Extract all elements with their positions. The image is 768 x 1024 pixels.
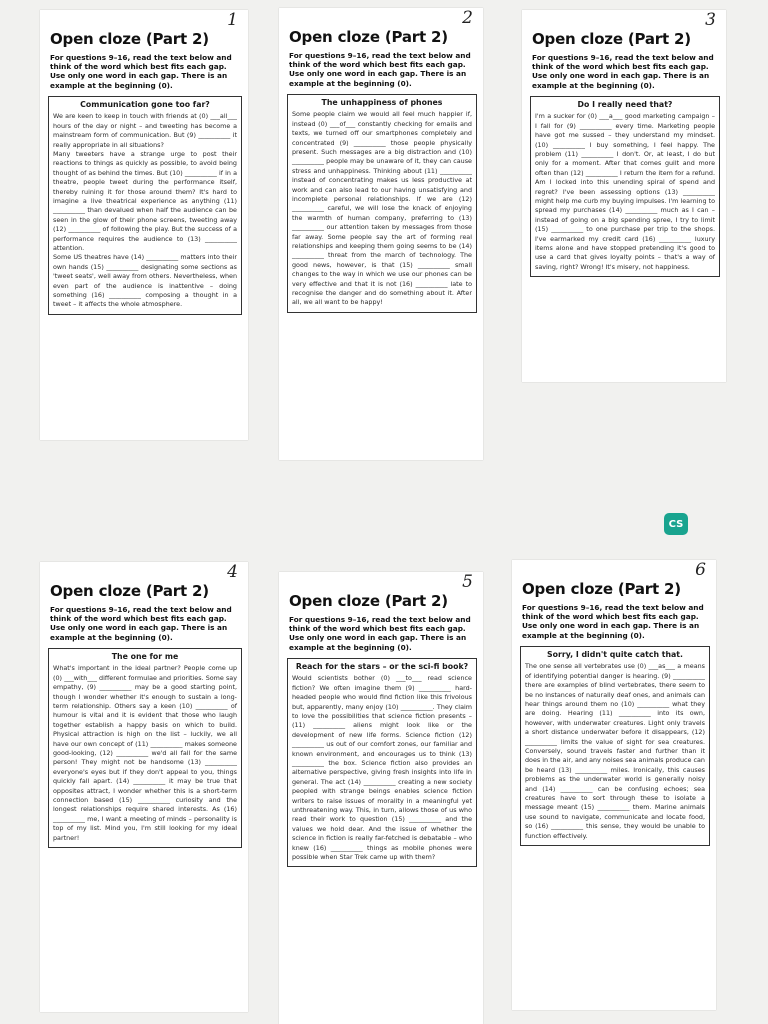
- paragraph: What's important in the ideal partner? People come up (0) ___with___ different formulae and priorities. Some say empathy, (9) __________ may be a good starting point, though I wonder whether it's enough to sustain a long-term relationship. Others say a keen (10) __________ of humour is vital and it is evident that those who laugh together establish a happy basis on which to build. Physical attraction is high on the list – luckily, we all have our own concept of (11) __________ makes someone good-looking, (12) __________ we'd all fall for the same person! They might not be handsome (13) __________ everyone's eyes but if they don't appeal to you, things quickly fall apart. (14) __________ it may be true that opposites attract, I wonder whether this is a short-term connection based (15) __________ curiosity and the longest relationships require shared interests. As (16) __________ me, I want a meeting of minds – personality is top of my list. Mind you, I'm still looking for my ideal partner!: [53, 664, 237, 842]
- instructions: For questions 9–16, read the text below and think of the word which best fits each gap. Use only one word in each gap. There is an example at the beginning (0).: [50, 605, 232, 642]
- paragraph: Some US theatres have (14) __________ matters into their own hands (15) __________ designating some sections as 'tweet seats', well away from others. Nevertheless, when even part of the audience is inattentive – doing something (16) __________ composing a thought in a tweet – it affects the whole atmosphere.: [53, 253, 237, 309]
- text-box: [48, 96, 242, 315]
- page-title: Open cloze (Part 2): [522, 580, 681, 598]
- paragraph: The one sense all vertebrates use (0) ___as___ a means of identifying potential danger is hearing. (9) __________ there are examples of blind vertebrates, there seem to be no instances of naturally deaf ones, and animals can hear things around them no (10) __________ what they are doing. Hearing (11) __________ into its own, however, with underwater creatures. Light only travels a short distance underwater before it disappears, (12) __________ limits the value of sight for sea creatures. Conversely, sound travels faster and further than it does in the air, and any noises sea animals produce can be heard (13) __________ miles. Ironically, this causes problems as the underwater world is generally noisy and (14) __________ can be confusing echoes; sea creatures have to sort through these to isolate a message meant (15) __________ them. Marine animals use sound to navigate, communicate and locate food, so (16) __________ this sense, they would be unable to function effectively.: [525, 662, 705, 840]
- camscanner-logo-icon: CS: [664, 513, 688, 535]
- page-title: Open cloze (Part 2): [289, 592, 448, 610]
- paragraph: Many tweeters have a strange urge to post their reactions to things as quickly as possible, to avoid being thought of as behind the times. But (10) __________ if in a theatre, people tweet during the performance itself, thereby ruining it for those around them? It's hard to imagine a live theatrical experience as anything (11) __________ than devalued when half the audience can be seen in the glow of their phone screens, tweeting away (12) __________ of following the play. But the success of a performance requires the audience to (13) __________ attention.: [53, 149, 237, 252]
- page-title: Open cloze (Part 2): [50, 30, 209, 48]
- handwritten-number: 4: [227, 562, 238, 582]
- handwritten-number: 3: [705, 10, 716, 30]
- text-title: Communication gone too far?: [80, 99, 210, 109]
- paragraph: Would scientists bother (0) ___to___ read science fiction? We often imagine them (9) __________ hard-headed people who would find fiction like this frivolous but, apparently, many enjoy (10) __________. They claim to love the possibilities that science fiction presents – (11) __________ aliens might look like or the development of new life forms. Science fiction (12) __________ us out of our comfort zones, our familiar and known environment, and encourages us to think (13) __________ the box. Science fiction also provides an alternative perspective, giving fresh insights into life in general. The act (14) __________ creating a new society peopled with strange beings enables science fiction writers to raise issues of morality in a meaningful yet unthreatening way. This, in turn, allows those of us who read their work to question (15) __________ and the values we hold dear. And the issue of whether the science in fiction is really far-fetched is debatable – who knew (16) __________ things as mobile phones were possible when Star Trek came up with them?: [292, 674, 472, 862]
- paragraph: We are keen to keep in touch with friends at (0) ___all___ hours of the day or night – and tweeting has become a mainstream form of communication. But (9) __________ it really appropriate in all situations?: [53, 112, 237, 149]
- text-box: [520, 646, 710, 846]
- worksheet-page-4: [40, 562, 248, 1012]
- text-box: [287, 94, 477, 313]
- text-title: The one for me: [111, 651, 179, 661]
- text-title: Do I really need that?: [577, 99, 673, 109]
- worksheet-page-3: [522, 10, 726, 382]
- instructions: For questions 9–16, read the text below and think of the word which best fits each gap. Use only one word in each gap. There is an example at the beginning (0).: [50, 53, 232, 90]
- handwritten-number: 5: [462, 572, 473, 592]
- text-title: Sorry, I didn't quite catch that.: [547, 649, 683, 659]
- worksheet-page-6: [512, 560, 716, 1010]
- worksheet-page-1: [40, 10, 248, 440]
- instructions: For questions 9–16, read the text below and think of the word which best fits each gap. Use only one word in each gap. There is an example at the beginning (0).: [289, 615, 471, 652]
- handwritten-number: 1: [227, 10, 238, 30]
- text-title: The unhappiness of phones: [321, 97, 443, 107]
- paragraph: I'm a sucker for (0) ___a___ good marketing campaign – I fall for (9) __________ every time. Marketing people have got me sussed – they understand my mindset. (10) __________ I buy something, I feel happy. The problem (11) __________ I don't. Or, at least, I do but only for a moment. After that comes guilt and more often than (12) __________ I return the item for a refund. Am I locked into this unending spiral of spend and regret? I've been assessing options (13) __________ might help me curb my buying impulses. I'm learning to spread my purchases (14) __________ much as I can – instead of going on a big spending spree, I try to limit (15) __________ to one purchase per trip to the shops. I've earmarked my credit card (16) __________ luxury items alone and have stopped pretending it's good to use a card that gives loyalty points – that's a way of saving, right? Wrong! It's misery, not happiness.: [535, 112, 715, 271]
- page-title: Open cloze (Part 2): [289, 28, 448, 46]
- page-title: Open cloze (Part 2): [50, 582, 209, 600]
- instructions: For questions 9–16, read the text below and think of the word which best fits each gap. Use only one word in each gap. There is an example at the beginning (0).: [532, 53, 714, 90]
- instructions: For questions 9–16, read the text below and think of the word which best fits each gap. Use only one word in each gap. There is an example at the beginning (0).: [522, 603, 704, 640]
- worksheet-page-2: [279, 8, 483, 460]
- handwritten-number: 6: [695, 560, 706, 580]
- text-box: [287, 658, 477, 868]
- text-box: [48, 648, 242, 848]
- instructions: For questions 9–16, read the text below and think of the word which best fits each gap. Use only one word in each gap. There is an example at the beginning (0).: [289, 51, 471, 88]
- text-title: Reach for the stars – or the sci-fi book?: [295, 661, 469, 671]
- handwritten-number: 2: [462, 8, 473, 28]
- page-title: Open cloze (Part 2): [532, 30, 691, 48]
- paragraph: Some people claim we would all feel much happier if, instead (0) ___of___ constantly checking for emails and texts, we turned off our smartphones completely and concentrated (9) __________ those people physically present. Such messages are a big distraction and (10) __________ people may be unaware of it, they can cause stress and unhappiness. Thinking about (11) __________ instead of concentrating makes us less productive at work and can also lead to our having unsatisfying and incomplete personal relationships. If we are (12) __________ careful, we will lose the knack of enjoying the warmth of human company, preferring to (13) __________ our attention taken by messages from those far away. Some people say the art of forming real relationships and keeping them going seems to be (14) __________ threat from the march of technology. The good news, however, is that (15) __________ small changes to the way in which we use our phones can be very effective and that it is not (16) __________ late to recognise the danger and do something about it. After all, we all want to be happy!: [292, 110, 472, 307]
- text-box: [530, 96, 720, 277]
- worksheet-page-5: [279, 572, 483, 1024]
